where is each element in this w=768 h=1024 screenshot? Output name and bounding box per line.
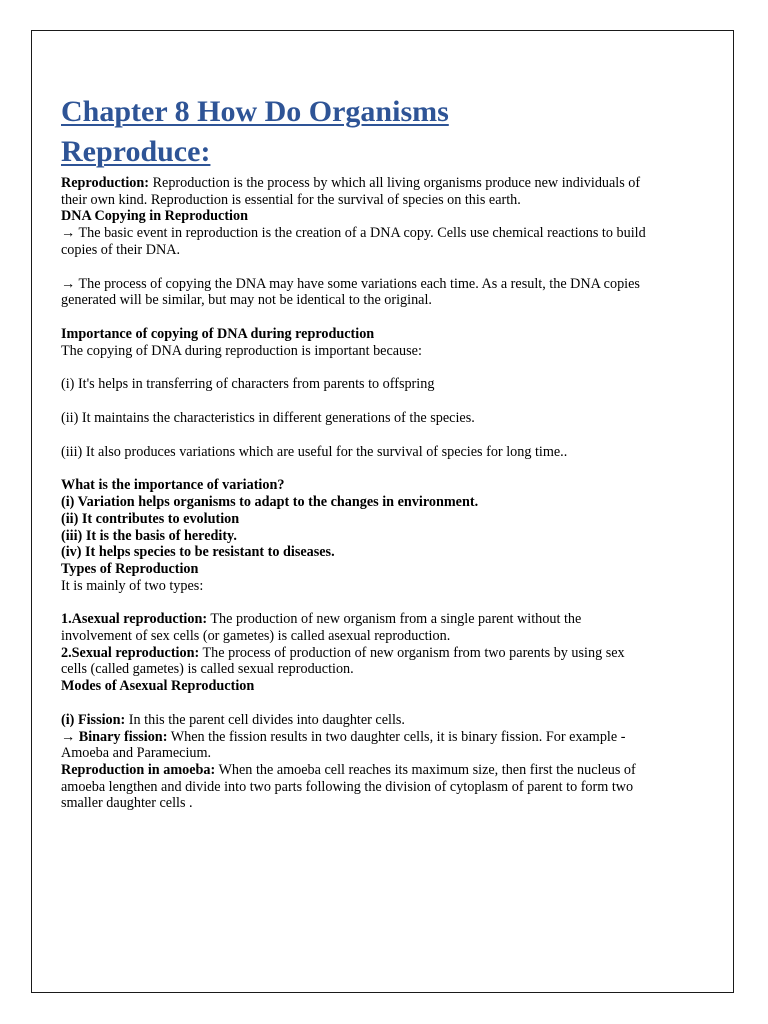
variation-point-2: (ii) It contributes to evolution <box>61 510 240 527</box>
importance-point-1: (i) It's helps in transferring of characters from parents to offspring <box>61 376 435 393</box>
chapter-title-line2: Reproduce: <box>61 135 211 168</box>
importance-point-3: (iii) It also produces variations which are useful for the survival of species for long time.. <box>61 443 568 460</box>
variation-point-4: (iv) It helps species to be resistant to diseases. <box>61 544 335 561</box>
binary-fission-definition <box>61 729 651 762</box>
dna-copying-heading: DNA Copying in Reproduction <box>61 208 248 225</box>
variation-point-1: (i) Variation helps organisms to adapt to the changes in environment. <box>61 494 479 511</box>
fission-term: (i) Fission: <box>61 711 126 728</box>
chapter-title <box>61 92 651 172</box>
asexual-term: 1.Asexual reproduction: <box>61 611 208 628</box>
asexual-text: The production of new organism from a single parent without the involvement of sex cells (or gametes) is called asexual reproduction. <box>61 611 582 645</box>
reproduction-definition <box>61 175 651 208</box>
asexual-reproduction-definition <box>61 611 651 644</box>
document-content <box>61 92 651 812</box>
variation-question: What is the importance of variation? <box>61 477 285 494</box>
sexual-term: 2.Sexual reproduction: <box>61 644 200 661</box>
fission-definition <box>61 712 651 729</box>
reproduction-text: Reproduction is the process by which all living organisms produce new individuals of their own kind. Reproduction is essential for the survival of species on this earth. <box>61 175 641 208</box>
sexual-text: The process of production of new organism from two parents by using sex cells (called gametes) is called sexual reproduction. <box>61 644 625 678</box>
types-heading: Types of Reproduction <box>61 560 199 577</box>
types-intro: It is mainly of two types: <box>61 577 204 594</box>
sexual-reproduction-definition <box>61 645 651 678</box>
amoeba-term: Reproduction in amoeba: <box>61 761 216 778</box>
importance-point-2: (ii) It maintains the characteristics in different generations of the species. <box>61 410 475 427</box>
importance-copying-heading: Importance of copying of DNA during reproduction <box>61 325 375 342</box>
reproduction-term: Reproduction: <box>61 175 150 191</box>
fission-text: In this the parent cell divides into daughter cells. <box>125 711 405 728</box>
amoeba-reproduction-definition <box>61 762 651 812</box>
binary-fission-term: → Binary fission: <box>61 728 168 745</box>
chapter-title-line1: Chapter 8 How Do Organisms <box>61 95 449 128</box>
dna-copying-para-2: → The process of copying the DNA may have some variations each time. As a result, the DNA copies generated will be similar, but may not be identical to the original. <box>61 275 640 309</box>
modes-heading: Modes of Asexual Reproduction <box>61 678 255 695</box>
variation-point-3: (iii) It is the basis of heredity. <box>61 527 237 544</box>
binary-fission-text: When the fission results in two daughter cells, it is binary fission. For example - Amoeba and Paramecium. <box>61 728 626 762</box>
amoeba-text: When the amoeba cell reaches its maximum size, then first the nucleus of amoeba lengthen and divide into two parts following the division of cytoplasm of parent to form two smaller daughter cells . <box>61 761 636 812</box>
dna-copying-para-1: → The basic event in reproduction is the creation of a DNA copy. Cells use chemical reactions to build copies of their DNA. <box>61 225 646 258</box>
importance-copying-intro: The copying of DNA during reproduction is important because: <box>61 342 422 359</box>
